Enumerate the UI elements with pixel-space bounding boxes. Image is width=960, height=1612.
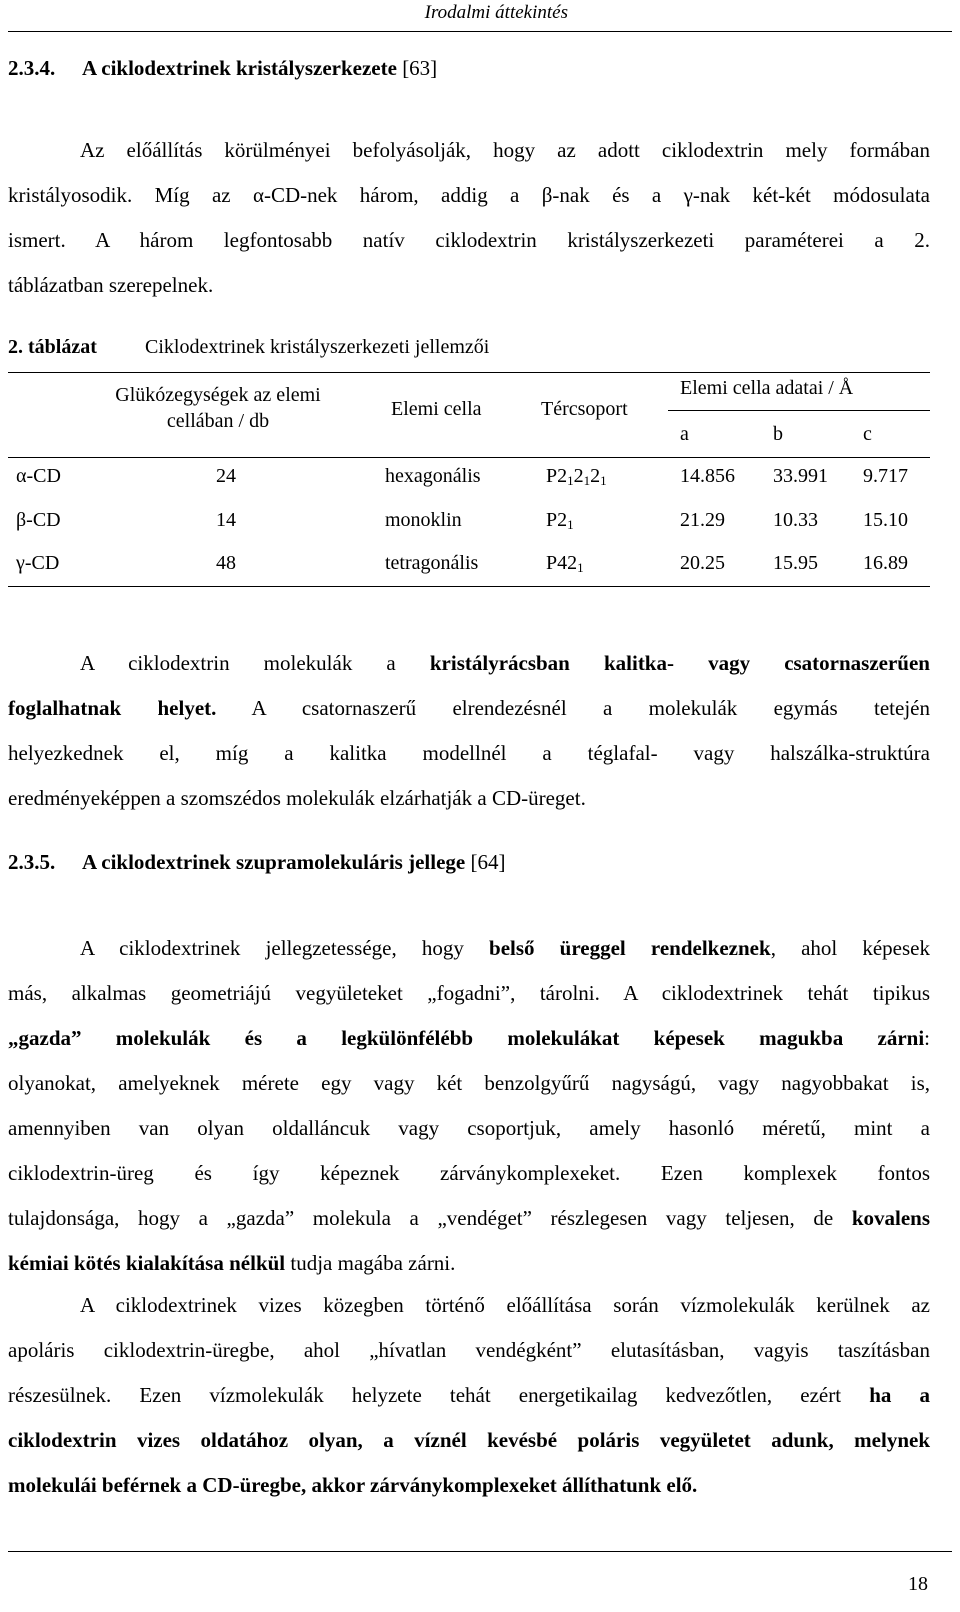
header-line: cellában / db: [166, 410, 270, 432]
table-caption-text: Ciklodextrinek kristályszerkezeti jellemzői: [145, 336, 490, 358]
row-name: γ-CD: [16, 552, 60, 574]
row-b: 33.991: [773, 465, 828, 487]
text-line: ciklodextrin vizes oldatához olyan, a víznél kevésbé poláris vegyületet adunk, melynek: [8, 1428, 930, 1452]
section-heading-2-3-5: [8, 850, 505, 875]
page-number: 18: [908, 1573, 928, 1595]
section-title: A ciklodextrinek szupramolekuláris jellege: [82, 850, 466, 874]
row-name: β-CD: [16, 509, 61, 531]
row-space-group: $P2_12_12_1$: [546, 465, 607, 488]
table-caption-label: 2. táblázat: [8, 336, 97, 358]
text-line: amennyiben van olyan oldalláncuk vagy csoportjuk, amely hasonló méretű, mint a: [8, 1116, 930, 1140]
column-header-space-group: Tércsoport: [541, 398, 628, 420]
section-title: A ciklodextrinek kristályszerkezete: [82, 56, 397, 80]
text-line: részesülnek. Ezen vízmolekulák helyzete tehát energetikailag kedvezőtlen, ezért ha a: [8, 1383, 930, 1407]
text-line: más, alkalmas geometriájú vegyületeket „fogadni”, tárolni. A ciklodextrinek tehát tipikus: [8, 981, 930, 1005]
text-line: ismert. A három legfontosabb natív ciklodextrin kristályszerkezeti paraméterei a 2.: [8, 228, 930, 252]
row-a: 21.29: [680, 509, 725, 531]
section-reference: [63]: [402, 56, 438, 80]
text-line: „gazda” molekulák és a legkülönfélébb molekulákat képesek magukba zárni:: [8, 1026, 930, 1050]
header-rule: [8, 31, 952, 32]
text-line: tulajdonsága, hogy a „gazda” molekula a „vendéget” részlegesen vagy teljesen, de kovalens: [8, 1206, 930, 1230]
column-header-a: a: [680, 423, 689, 445]
table-bottom-rule: [8, 586, 930, 587]
text-line: Az előállítás körülményei befolyásolják, hogy az adott ciklodextrin mely formában: [80, 138, 930, 162]
row-a: 14.856: [680, 465, 735, 487]
text-line: A ciklodextrinek vizes közegben történő előállítása során vízmolekulák kerülnek az: [80, 1293, 930, 1317]
table-caption: [8, 336, 489, 359]
row-units: 14: [216, 509, 236, 531]
paragraph-supramolecular: [8, 926, 930, 1286]
row-space-group: $P42_1$: [546, 552, 584, 575]
column-header-b: b: [773, 423, 783, 445]
row-c: 15.10: [863, 509, 908, 531]
text-line: táblázatban szerepelnek.: [8, 273, 214, 297]
row-space-group: $P2_1$: [546, 509, 574, 532]
table-header-rule: [8, 457, 930, 458]
column-header-c: c: [863, 423, 872, 445]
row-a: 20.25: [680, 552, 725, 574]
section-reference: [64]: [470, 850, 506, 874]
header-line: Glükózegységek az elemi: [115, 384, 321, 406]
row-cell-type: monoklin: [385, 509, 462, 531]
section-heading-2-3-4: [8, 56, 437, 81]
text-line: olyanokat, amelyeknek mérete egy vagy két benzolgyűrű nagyságú, vagy nagyobbakat is,: [8, 1071, 930, 1095]
text-line: helyezkednek el, míg a kalitka modellnél a téglafal- vagy halszálka-struktúra: [8, 741, 930, 765]
column-header-cell-parameters: Elemi cella adatai / Å: [680, 377, 854, 399]
text-line: eredményeképpen a szomszédos molekulák elzárhatják a CD-üreget.: [8, 786, 586, 810]
text-line: kémiai kötés kialakítása nélkül tudja magába zárni.: [8, 1251, 456, 1275]
column-header-unit-cell: Elemi cella: [391, 398, 482, 420]
section-number: 2.3.4.: [8, 56, 56, 80]
text-line: molekulái beférnek a CD-üregbe, akkor zárványkomplexeket állíthatunk elő.: [8, 1473, 698, 1497]
row-c: 9.717: [863, 465, 908, 487]
row-units: 24: [216, 465, 236, 487]
row-cell-type: hexagonális: [385, 465, 481, 487]
text-line: A ciklodextrinek jellegzetessége, hogy belső üreggel rendelkeznek, ahol képesek: [80, 936, 930, 960]
text-line: kristályosodik. Míg az α-CD-nek három, addig a β-nak és a γ-nak két-két módosulata: [8, 183, 930, 207]
table-top-rule: [8, 372, 930, 373]
text-line: foglalhatnak helyet. A csatornaszerű elrendezésnél a molekulák egymás tetején: [8, 696, 930, 720]
row-cell-type: tetragonális: [385, 552, 479, 574]
text-line: A ciklodextrin molekulák a kristályrácsban kalitka- vagy csatornaszerűen: [80, 651, 930, 675]
row-name: α-CD: [16, 465, 61, 487]
row-b: 10.33: [773, 509, 818, 531]
column-header-glucose-units: [98, 382, 338, 434]
text-line: apoláris ciklodextrin-üregbe, ahol „hívatlan vendégként” elutasításban, vagyis taszításban: [8, 1338, 930, 1362]
paragraph-water-displacement: [8, 1283, 930, 1508]
running-header: Irodalmi áttekintés: [424, 2, 568, 23]
text-line: ciklodextrin-üreg és így képeznek zárványkomplexeket. Ezen komplexek fontos: [8, 1161, 930, 1185]
section-number: 2.3.5.: [8, 850, 56, 874]
params-subheader-rule: [668, 410, 930, 411]
footer-rule: [8, 1551, 952, 1552]
row-c: 16.89: [863, 552, 908, 574]
paragraph-crystal-packing: [8, 641, 930, 821]
paragraph-crystal-intro: [8, 128, 930, 308]
row-units: 48: [216, 552, 236, 574]
row-b: 15.95: [773, 552, 818, 574]
